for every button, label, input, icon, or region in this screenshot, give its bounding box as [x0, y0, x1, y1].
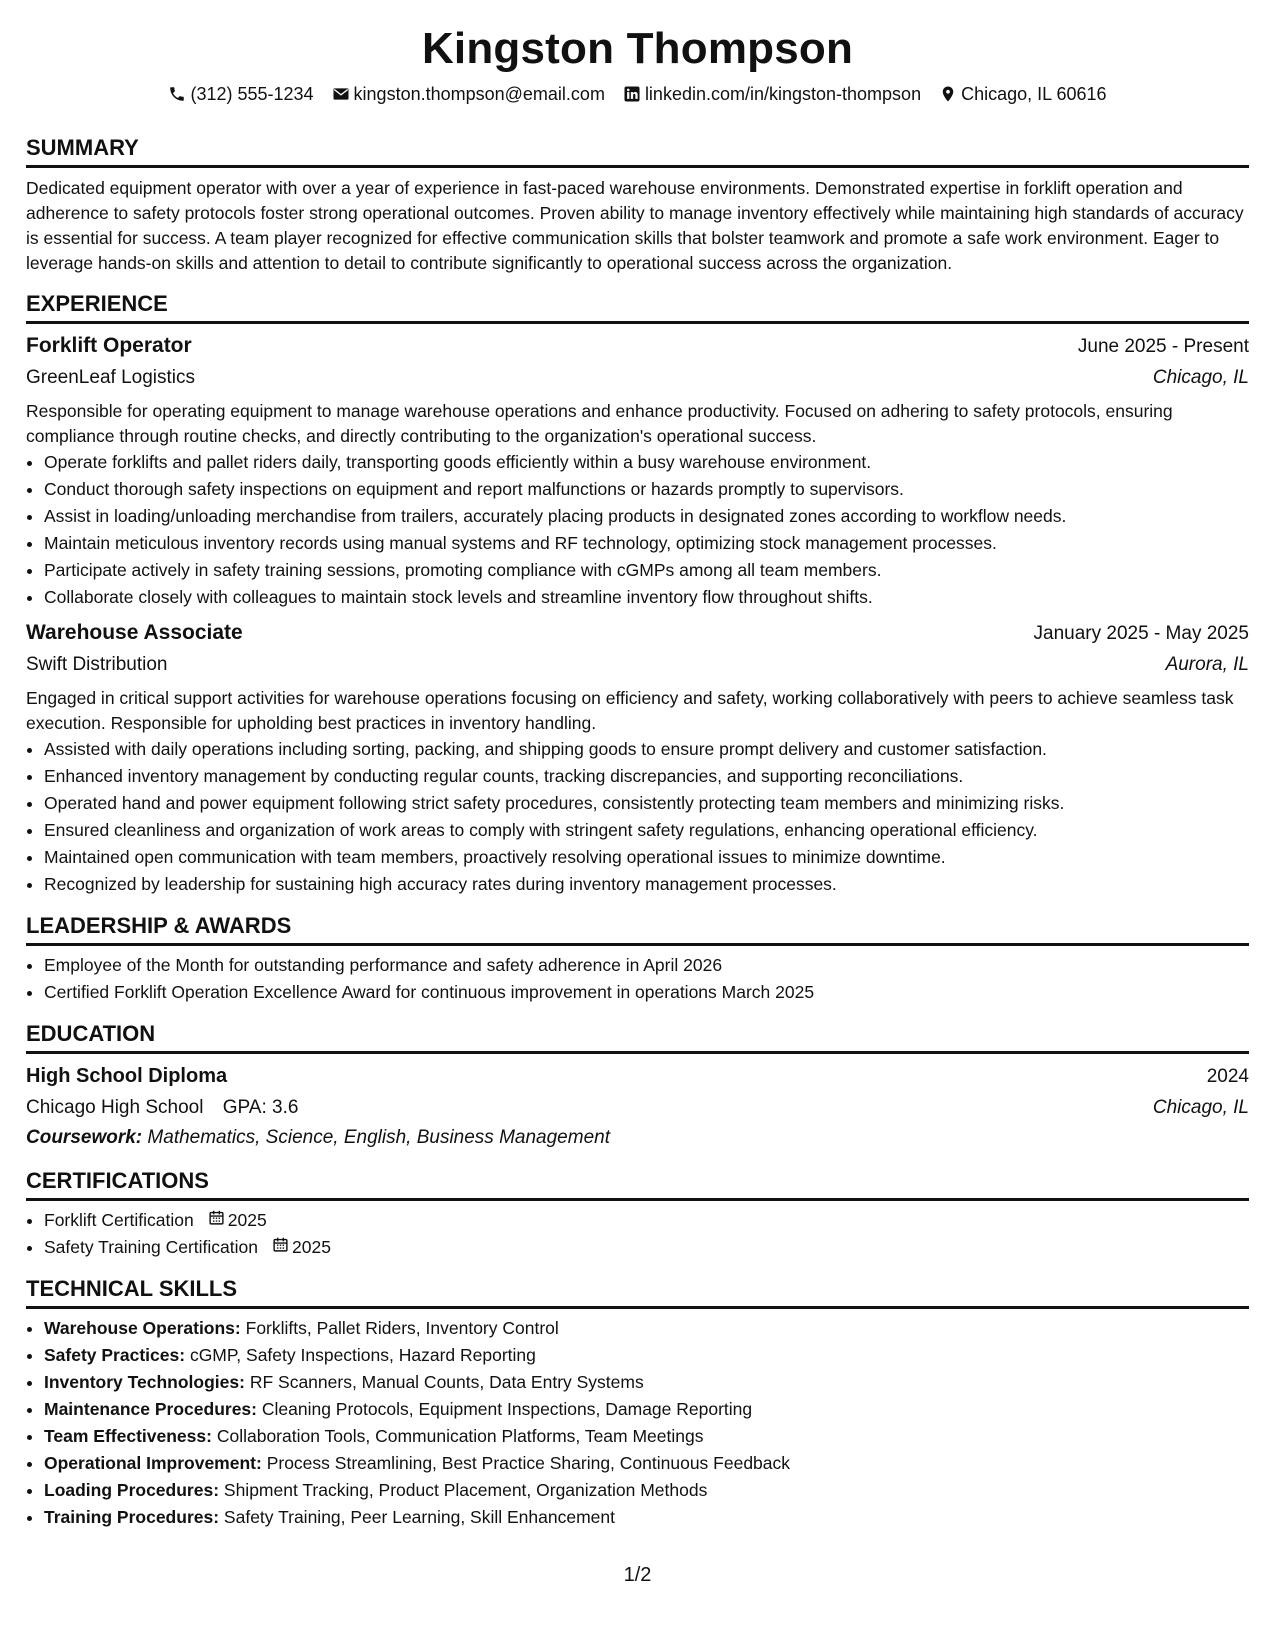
list-item — [44, 1234, 1249, 1261]
list-item — [44, 1207, 1249, 1234]
education-school-line — [26, 1093, 298, 1123]
job-bullets — [26, 736, 1249, 898]
list-item: • Maintain meticulous inventory records using manual systems and RF technology, optimizing stock management processes. — [44, 530, 1249, 557]
certification-date — [272, 1234, 331, 1261]
coursework-line — [26, 1123, 1249, 1153]
list-item: • Certified Forklift Operation Excellence Award for continuous improvement in operations March 2025 — [44, 979, 1249, 1006]
job-description: Engaged in critical support activities for warehouse operations focusing on efficiency and safety, working collaboratively with peers to achieve seamless task execution. Responsible for upholding best practices in inventory handling. — [26, 688, 1234, 733]
skill-category: Team Effectiveness: — [44, 1426, 212, 1446]
linkedin-icon — [623, 85, 641, 103]
skills-section — [26, 1275, 1249, 1531]
list-item: • Maintained open communication with team members, proactively resolving operational issues to minimize downtime. — [44, 844, 1249, 871]
section-title-experience: EXPERIENCE — [26, 290, 1249, 324]
certification-year: 2025 — [227, 1210, 267, 1230]
job-subheader — [26, 650, 1249, 680]
job-location: Aurora, IL — [1165, 654, 1249, 675]
job-dates: June 2025 - Present — [1077, 336, 1249, 357]
list-item — [44, 1477, 1249, 1504]
job-entry — [26, 332, 1249, 611]
job-dates: January 2025 - May 2025 — [1033, 623, 1249, 644]
location-text: Chicago, IL 60616 — [961, 84, 1107, 104]
list-item — [44, 1369, 1249, 1396]
skill-values: Safety Training, Peer Learning, Skill Enhancement — [223, 1507, 615, 1527]
calendar-icon — [272, 1234, 289, 1261]
list-item: • Assisted with daily operations including sorting, packing, and shipping goods to ensure prompt delivery and customer satisfaction. — [44, 736, 1249, 763]
job-location: Chicago, IL — [1152, 367, 1249, 388]
job-header — [26, 332, 1249, 361]
summary-text: Dedicated equipment operator with over a year of experience in fast-paced warehouse environments. Demonstrated expertise in forklift operation and adherence to safety protocols foster strong operational outcomes. Proven ability to manage inventory effectively while maintaining high standards of accuracy is essential for success. A team player recognized for effective communication skills that bolster teamwork and promote a safe work environment. Eager to leverage hands-on skills and attention to detail to contribute significantly to operational success across the organization. — [26, 178, 1244, 273]
education-subheader — [26, 1093, 1249, 1123]
list-item — [44, 1450, 1249, 1477]
leadership-section — [26, 912, 1249, 1006]
skill-category: Maintenance Procedures: — [44, 1399, 257, 1419]
list-item — [44, 1315, 1249, 1342]
job-title: Forklift Operator — [26, 334, 192, 357]
certification-name: • Forklift Certification — [44, 1210, 194, 1230]
school-name: Chicago High School — [26, 1097, 204, 1118]
list-item: • Ensured cleanliness and organization of work areas to comply with stringent safety regulations, enhancing operational efficiency. — [44, 817, 1249, 844]
leadership-list — [26, 952, 1249, 1006]
job-title: Warehouse Associate — [26, 621, 243, 644]
list-item — [44, 1342, 1249, 1369]
envelope-icon — [332, 85, 350, 103]
certification-date — [208, 1207, 267, 1234]
skill-category: Safety Practices: — [44, 1345, 186, 1365]
list-item: • Enhanced inventory management by conducting regular counts, tracking discrepancies, and supporting reconciliations. — [44, 763, 1249, 790]
skill-category: Inventory Technologies: — [44, 1372, 245, 1392]
experience-section — [26, 290, 1249, 898]
skill-values: Shipment Tracking, Product Placement, Organization Methods — [223, 1480, 708, 1500]
certification-row — [44, 1234, 331, 1261]
gpa-value: GPA: 3.6 — [222, 1097, 299, 1118]
certification-year: 2025 — [292, 1237, 331, 1257]
certifications-list — [26, 1207, 1249, 1261]
job-company: Swift Distribution — [26, 654, 168, 675]
linkedin-link[interactable]: linkedin.com/in/kingston-thompson — [644, 84, 922, 104]
skill-category: Training Procedures: — [44, 1507, 220, 1527]
list-item: • Participate actively in safety training sessions, promoting compliance with cGMPs among all team members. — [44, 557, 1249, 584]
contact-linkedin[interactable] — [623, 82, 921, 106]
certifications-section — [26, 1167, 1249, 1261]
page-number: 1/2 — [623, 1564, 652, 1586]
skills-list — [26, 1315, 1249, 1531]
list-item — [44, 1504, 1249, 1531]
email-link[interactable]: kingston.thompson@email.com — [353, 84, 605, 104]
candidate-name: Kingston Thompson — [421, 24, 854, 73]
coursework-label: Coursework: — [26, 1127, 143, 1148]
skill-category: Warehouse Operations: — [44, 1318, 241, 1338]
job-description: Responsible for operating equipment to manage warehouse operations and enhance productivity. Focused on adhering to safety protocols, ensuring compliance through routine checks, and directly contributing to the organization's operational success. — [26, 401, 1173, 446]
section-title-summary: SUMMARY — [26, 134, 1249, 168]
education-year: 2024 — [1206, 1066, 1249, 1087]
section-title-certifications: CERTIFICATIONS — [26, 1167, 1249, 1201]
calendar-icon — [208, 1207, 225, 1234]
certification-row — [44, 1207, 267, 1234]
summary-section — [26, 134, 1249, 276]
list-item: • Collaborate closely with colleagues to maintain stock levels and streamline inventory flow throughout shifts. — [44, 584, 1249, 611]
job-entry — [26, 619, 1249, 898]
education-header — [26, 1062, 1249, 1091]
job-header — [26, 619, 1249, 648]
job-bullets — [26, 449, 1249, 611]
list-item — [44, 1396, 1249, 1423]
map-pin-icon — [939, 85, 957, 103]
phone-text: (312) 555-1234 — [190, 84, 314, 104]
list-item: • Conduct thorough safety inspections on equipment and report malfunctions or hazards promptly to supervisors. — [44, 476, 1249, 503]
section-title-skills: TECHNICAL SKILLS — [26, 1275, 1249, 1309]
skill-category: Operational Improvement: — [44, 1453, 262, 1473]
list-item: • Recognized by leadership for sustaining high accuracy rates during inventory management processes. — [44, 871, 1249, 898]
phone-icon — [168, 85, 186, 103]
skill-values: Forklifts, Pallet Riders, Inventory Control — [245, 1318, 559, 1338]
skill-values: RF Scanners, Manual Counts, Data Entry Systems — [249, 1372, 644, 1392]
degree-name: High School Diploma — [26, 1065, 228, 1087]
skill-category: Loading Procedures: — [44, 1480, 220, 1500]
job-subheader — [26, 363, 1249, 393]
list-item: • Operated hand and power equipment following strict safety procedures, consistently protecting team members and minimizing risks. — [44, 790, 1249, 817]
education-section — [26, 1020, 1249, 1153]
list-item — [44, 1423, 1249, 1450]
skill-values: Collaboration Tools, Communication Platforms, Team Meetings — [216, 1426, 704, 1446]
contact-phone — [168, 82, 313, 106]
job-company: GreenLeaf Logistics — [26, 367, 195, 388]
section-title-education: EDUCATION — [26, 1020, 1249, 1054]
coursework-list: Mathematics, Science, English, Business Management — [147, 1127, 610, 1148]
section-title-leadership: LEADERSHIP & AWARDS — [26, 912, 1249, 946]
skill-values: Process Streamlining, Best Practice Sharing, Continuous Feedback — [266, 1453, 791, 1473]
contact-info — [26, 82, 1249, 106]
skill-values: Cleaning Protocols, Equipment Inspections, Damage Reporting — [261, 1399, 753, 1419]
skill-values: cGMP, Safety Inspections, Hazard Reporting — [189, 1345, 536, 1365]
certification-name: • Safety Training Certification — [44, 1237, 258, 1257]
education-location: Chicago, IL — [1152, 1097, 1249, 1118]
list-item: • Employee of the Month for outstanding performance and safety adherence in April 2026 — [44, 952, 1249, 979]
contact-email[interactable] — [332, 82, 605, 106]
list-item: • Assist in loading/unloading merchandise from trailers, accurately placing products in designated zones according to workflow needs. — [44, 503, 1249, 530]
list-item: • Operate forklifts and pallet riders daily, transporting goods efficiently within a busy warehouse environment. — [44, 449, 1249, 476]
contact-location — [939, 82, 1106, 106]
